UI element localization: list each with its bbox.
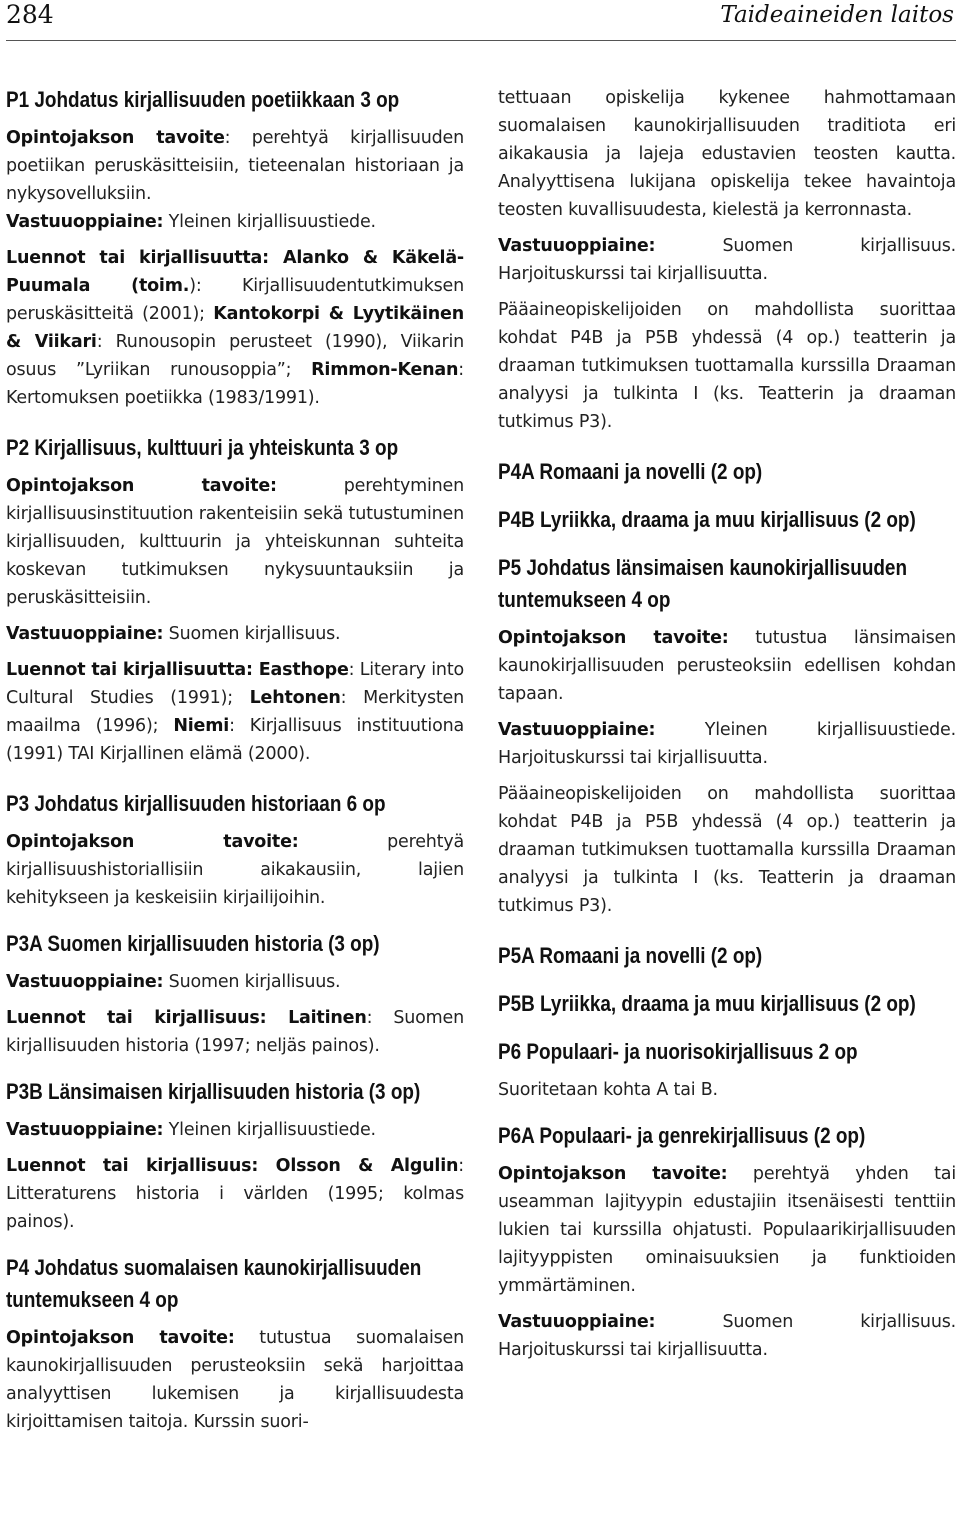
section-heading-p4: P4 Johdatus suomalaisen kaunokirjallisuuden tuntemukseen 4 op	[6, 1255, 422, 1312]
p6a-responsible	[498, 1308, 956, 1364]
section-heading-p3b: P3B Länsimaisen kirjallisuuden historia (3 op)	[6, 1079, 421, 1104]
header-rule	[6, 40, 956, 41]
p6a-goal	[498, 1160, 956, 1300]
responsible-text: Yleinen kirjallisuustiede. Harjoituskurssi tai kirjallisuutta.	[498, 720, 956, 768]
p5-note: Pääaineopiskelijoiden on mahdollista suorittaa kohdat P4B ja P5B yhdessä (4 op.) teatterin ja draaman tutkimuksen tuottamalla kurssilla Draaman analyysi ja tulkinta I (ks. Teatterin ja draaman tutkimus P3).	[498, 784, 956, 916]
literature-label: Luennot tai kirjallisuutta:	[6, 660, 253, 680]
goal-text: tutustua suomalaisen kaunokirjallisuuden perusteoksiin sekä harjoittaa analyyttisen lukemisen ja kirjallisuudesta kirjoittamisen taitoja. Kurssin suori-	[6, 1328, 464, 1432]
goal-text: : perehtyä kirjallisuuden poetiikan peruskäsitteisiin, tieteenalan historiaan ja nykysovelluksiin.	[6, 128, 464, 204]
responsible-label: Vastuuoppiaine:	[6, 624, 164, 644]
p4-goal	[6, 1324, 464, 1436]
literature-text: : Litteraturens historia i världen (1995; kolmas painos).	[6, 1156, 464, 1232]
p6-text: Suoritetaan kohta A tai B.	[498, 1080, 718, 1100]
section-heading-p5a: P5A Romaani ja novelli (2 op)	[498, 943, 763, 968]
p3b-literature	[6, 1152, 464, 1236]
p4-responsible	[498, 232, 956, 288]
p3b-responsible	[6, 1116, 464, 1144]
right-column	[498, 84, 956, 1364]
author: Lehtonen	[249, 688, 341, 708]
goal-label: Opintojakson tavoite:	[6, 832, 299, 852]
goal-label: Opintojakson tavoite:	[498, 628, 729, 648]
responsible-text: Yleinen kirjallisuustiede.	[163, 1120, 376, 1140]
goal-text: perehtyminen kirjallisuusinstituution rakenteisiin sekä tutustuminen kirjallisuuden, kulttuurin ja yhteiskunnan suhteita koskevan tutkimuksen nykysuuntauksiin ja peruskäsitteisiin.	[6, 476, 464, 608]
author: Easthope	[252, 660, 349, 680]
section-heading-p1: P1 Johdatus kirjallisuuden poetiikkaan 3 op	[6, 87, 400, 112]
responsible-label: Vastuuoppiaine:	[6, 1120, 164, 1140]
author: Rimmon-Kenan	[311, 360, 459, 380]
p2-responsible	[6, 620, 464, 648]
page-header	[0, 0, 960, 44]
page-number: 284	[6, 0, 54, 29]
goal-label: Opintojakson tavoite	[6, 128, 225, 148]
goal-label: Opintojakson tavoite:	[6, 1328, 235, 1348]
p3a-responsible	[6, 968, 464, 996]
section-heading-p6: P6 Populaari- ja nuorisokirjallisuus 2 op	[498, 1039, 858, 1064]
goal-text: perehtyä yhden tai useamman lajityypin edustajiin itsenäisesti tenttiin lukien tai kurssilla ohjatusti. Populaarikirjallisuuden lajityyppisten ominaisuuksien ja funktioiden ymmärtäminen.	[498, 1164, 956, 1296]
responsible-label: Vastuuoppiaine:	[498, 720, 656, 740]
p3-goal	[6, 828, 464, 912]
p4-note: Pääaineopiskelijoiden on mahdollista suorittaa kohdat P4B ja P5B yhdessä (4 op.) teatterin ja draaman tutkimuksen tuottamalla kurssilla Draaman analyysi ja tulkinta I (ks. Teatterin ja draaman tutkimus P3).	[498, 300, 956, 432]
literature-text: ): Kirjallisuudentutkimuksen peruskäsitteitä (2001);	[6, 276, 464, 324]
responsible-text: Suomen kirjallisuus.	[163, 624, 341, 644]
p2-literature	[6, 656, 464, 768]
p5-goal	[498, 624, 956, 708]
section-heading-p6a: P6A Populaari- ja genrekirjallisuus (2 op)	[498, 1123, 866, 1148]
responsible-text: Suomen kirjallisuus. Harjoituskurssi tai kirjallisuutta.	[498, 236, 956, 284]
p3a-literature	[6, 1004, 464, 1060]
section-heading-p2: P2 Kirjallisuus, kulttuuri ja yhteiskunta 3 op	[6, 435, 399, 460]
literature-text: : Kirjallisuus instituutiona (1991) TAI Kirjallinen elämä (2000).	[6, 716, 464, 764]
literature-label: Luennot tai kirjallisuus:	[6, 1008, 267, 1028]
author: Niemi	[173, 716, 230, 736]
literature-text: : Kertomuksen poetiikka (1983/1991).	[6, 360, 464, 408]
literature-text: : Runousopin perusteet (1990), Viikarin osuus ”Lyriikan runousoppia”;	[6, 332, 464, 380]
responsible-text: Suomen kirjallisuus.	[163, 972, 341, 992]
responsible-label: Vastuuoppiaine:	[6, 212, 164, 232]
responsible-label: Vastuuoppiaine:	[498, 1312, 656, 1332]
running-title: Taideaineiden laitos	[720, 2, 954, 28]
author: Laitinen	[266, 1008, 367, 1028]
literature-text: : Suomen kirjallisuuden historia (1997; neljäs painos).	[6, 1008, 464, 1056]
p5-responsible	[498, 716, 956, 772]
responsible-label: Vastuuoppiaine:	[498, 236, 656, 256]
goal-label: Opintojakson tavoite:	[498, 1164, 728, 1184]
goal-text: tutustua länsimaisen kaunokirjallisuuden perusteoksiin edellisen kohdan tapaan.	[498, 628, 956, 704]
responsible-label: Vastuuoppiaine:	[6, 972, 164, 992]
left-column	[6, 84, 464, 1436]
literature-label: Luennot tai kirjallisuutta:	[6, 248, 269, 268]
p1-responsible	[6, 208, 464, 236]
section-heading-p4a: P4A Romaani ja novelli (2 op)	[498, 459, 763, 484]
section-heading-p5b: P5B Lyriikka, draama ja muu kirjallisuus (2 op)	[498, 991, 916, 1016]
author: Alanko & Käkelä-Puumala (toim.	[6, 248, 464, 296]
p4-goal-continued: tettuaan opiskelija kykenee hahmottamaan suomalaisen kaunokirjallisuuden traditiota eri aikakausia ja lajeja edustavien teosten kautta. Analyyttisena lukijana opiskelija tekee havaintoja teosten kuvallisuudesta, kielestä ja kerronnasta.	[498, 88, 956, 220]
goal-label: Opintojakson tavoite:	[6, 476, 277, 496]
p1-literature	[6, 244, 464, 412]
p1-goal	[6, 124, 464, 208]
section-heading-p5: P5 Johdatus länsimaisen kaunokirjallisuuden tuntemukseen 4 op	[498, 555, 908, 612]
section-heading-p4b: P4B Lyriikka, draama ja muu kirjallisuus (2 op)	[498, 507, 916, 532]
responsible-text: Suomen kirjallisuus. Harjoituskurssi tai kirjallisuutta.	[498, 1312, 956, 1360]
author: Olsson & Algulin	[258, 1156, 459, 1176]
literature-text: : Merkitysten maailma (1996);	[6, 688, 464, 736]
author: Kantokorpi & Lyytikäinen & Viikari	[6, 304, 464, 352]
responsible-text: Yleinen kirjallisuustiede.	[163, 212, 376, 232]
section-heading-p3: P3 Johdatus kirjallisuuden historiaan 6 op	[6, 791, 386, 816]
literature-text: : Literary into Cultural Studies (1991);	[6, 660, 464, 708]
literature-label: Luennot tai kirjallisuus:	[6, 1156, 259, 1176]
goal-text: perehtyä kirjallisuushistoriallisiin aikakausiin, lajien kehitykseen ja keskeisiin kirjailijoihin.	[6, 832, 465, 908]
p2-goal	[6, 472, 464, 612]
section-heading-p3a: P3A Suomen kirjallisuuden historia (3 op)	[6, 931, 380, 956]
